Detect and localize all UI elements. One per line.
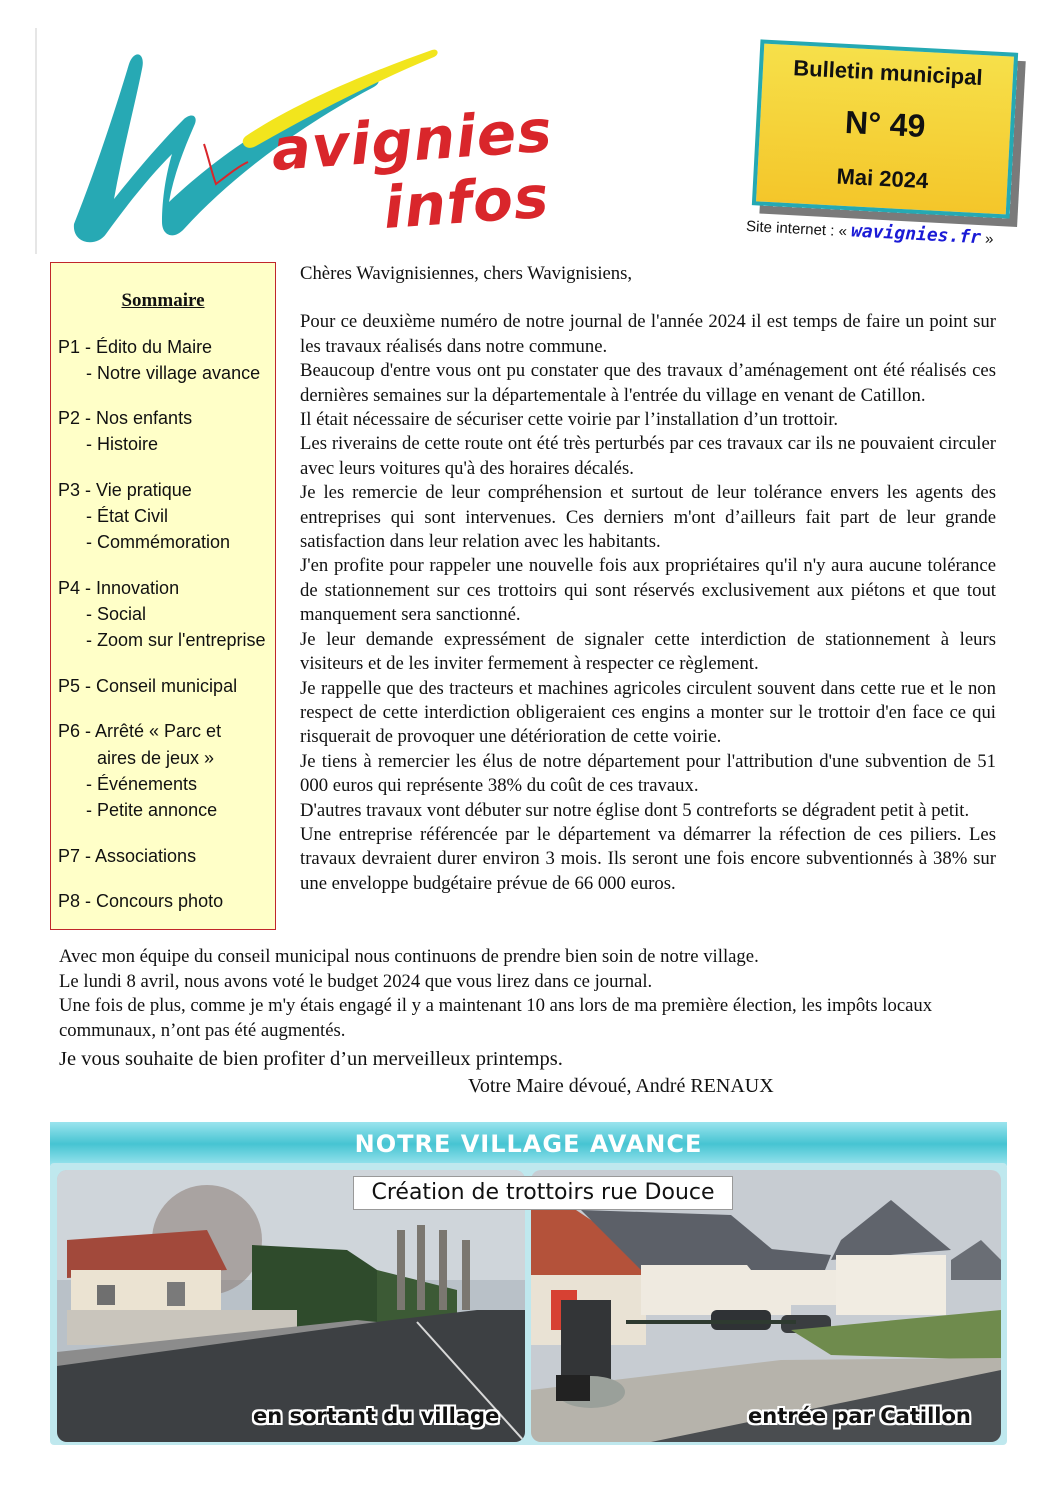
summary-subitem: - État Civil bbox=[86, 506, 169, 526]
summary-subitem: - Notre village avance bbox=[86, 363, 261, 383]
summary-subitem: - Commémoration bbox=[86, 532, 231, 552]
summary-subitem: - Zoom sur l'entreprise bbox=[86, 630, 266, 650]
logo-text-infos: infos bbox=[381, 162, 552, 242]
logo-text-avignies: avignies bbox=[269, 96, 555, 184]
website-prefix: Site internet : « bbox=[745, 217, 848, 241]
photo-entering-from-catillon bbox=[531, 1170, 1001, 1442]
editorial-paragraph: Il était nécessaire de sécuriser cette voirie par l’installation d’un trottoir. bbox=[300, 409, 839, 431]
editorial-paragraph: Je les remercie de leur compréhension et surtout de leur tolérance envers les agents des entreprises qui sont intervenues. Ces derniers m'ont d’ailleurs fait part de leur grande satisfaction dans leur relation avec les habitants. bbox=[300, 482, 996, 553]
photo-caption-box bbox=[353, 1176, 733, 1210]
editorial-paragraph: Pour ce deuxième numéro de notre journal de l'année 2024 il est temps de faire un point sur les travaux réalisés dans notre commune. bbox=[300, 311, 996, 357]
section-banner bbox=[50, 1122, 1007, 1166]
editorial-paragraph: Je tiens à remercier les élus de notre département pour l'attribution d'une subvention de 51 000 euros qui représente 38% du coût de ces travaux. bbox=[300, 750, 996, 797]
editorial-paragraph: Les riverains de cette route ont été très perturbés par ces travaux car ils ne pouvaient circuler avec leurs voitures qu'à des horaires décalés. bbox=[300, 433, 996, 479]
photo-label-right: entrée par Catillon bbox=[748, 1404, 971, 1428]
summary-subitem: - Événements bbox=[86, 774, 198, 794]
editorial-greeting: Chères Wavignisiennes, chers Wavignisiens, bbox=[300, 263, 633, 284]
summary-item: P3 - Vie pratique bbox=[58, 480, 192, 500]
summary-item: P6 - Arrêté « Parc et bbox=[58, 721, 222, 741]
badge-date: Mai 2024 bbox=[835, 163, 929, 194]
summary-item: P4 - Innovation bbox=[58, 578, 180, 598]
summary-subitem: - Histoire bbox=[86, 434, 159, 454]
editorial-closing bbox=[59, 945, 999, 1072]
bulletin-badge bbox=[752, 39, 1018, 218]
summary-item-continued: aires de jeux » bbox=[97, 748, 215, 768]
summary-item: P1 - Édito du Maire bbox=[58, 337, 213, 357]
closing-wish: Je vous souhaite de bien profiter d’un merveilleux printemps. bbox=[59, 1048, 563, 1070]
closing-paragraph: Le lundi 8 avril, nous avons voté le budget 2024 que vous lirez dans ce journal. bbox=[59, 970, 653, 992]
closing-paragraph: Une fois de plus, comme je m'y étais engagé il y a maintenant 10 ans lors de ma première élection, les impôts locaux communaux, n’ont pas été augmentés. bbox=[59, 995, 933, 1041]
website-line bbox=[746, 215, 1017, 250]
editorial-text bbox=[300, 262, 996, 896]
summary-item: P8 - Concours photo bbox=[58, 891, 224, 911]
editorial-paragraph: J'en profite pour rappeler une nouvelle fois aux propriétaires qu'il n'y aura aucune tolérance de stationnement sur ces trottoirs qui sont réservés exclusivement aux piétons et que tout manquement sera sanctionné. bbox=[300, 555, 996, 626]
mayor-signature: Votre Maire dévoué, André RENAUX bbox=[468, 1075, 774, 1097]
editorial-paragraph: Une entreprise référencée par le département va démarrer la réfection de ces piliers. Les travaux devraient durer environ 3 mois. Ils seront une fois encore subventionnés à 38% sur une enveloppe budgétaire prévue de 66 000 euros. bbox=[300, 823, 996, 894]
summary-box bbox=[50, 262, 276, 930]
photo-label-left: en sortant du village bbox=[253, 1404, 500, 1428]
summary-item: P7 - Associations bbox=[58, 846, 197, 866]
editorial-paragraph: Je rappelle que des tracteurs et machines agricoles circulent souvent dans cette rue et le non respect de cette interdiction obligeraient ces engins a monter sur le trottoir d'en face ce qui risquerait de provoquer une détérioration de cette voirie. bbox=[300, 677, 996, 748]
summary-subitem: - Social bbox=[86, 604, 147, 624]
summary-subitem: - Petite annonce bbox=[86, 800, 218, 820]
wavignies-logo bbox=[34, 24, 634, 256]
photo-leaving-village bbox=[57, 1170, 525, 1442]
summary-item: P5 - Conseil municipal bbox=[58, 676, 238, 696]
website-suffix: » bbox=[984, 230, 994, 248]
closing-paragraph: Avec mon équipe du conseil municipal nous continuons de prendre bien soin de notre village. bbox=[59, 946, 759, 967]
editorial-paragraph: Je leur demande expressément de signaler cette interdiction de stationnement à leurs visiteurs et de les inviter fermement à respecter ce règlement. bbox=[300, 628, 996, 675]
editorial-paragraph: D'autres travaux vont débuter sur notre église dont 5 contreforts se dégradent petit à petit. bbox=[300, 799, 970, 821]
badge-title: Bulletin municipal bbox=[792, 55, 984, 91]
badge-issue-number: N° 49 bbox=[844, 103, 927, 145]
editorial-paragraph: Beaucoup d'entre vous ont pu constater que des travaux d’aménagement ont été réalisés ces dernières semaines sur la départementale à l'entrée du village en venant de Catillon. bbox=[300, 360, 996, 406]
summary-title: Sommaire bbox=[121, 290, 205, 311]
section-title: NOTRE VILLAGE AVANCE bbox=[354, 1130, 703, 1158]
summary-item: P2 - Nos enfants bbox=[58, 408, 193, 428]
website-link[interactable]: wavignies.fr bbox=[850, 220, 982, 249]
photo-caption: Création de trottoirs rue Douce bbox=[371, 1180, 715, 1205]
